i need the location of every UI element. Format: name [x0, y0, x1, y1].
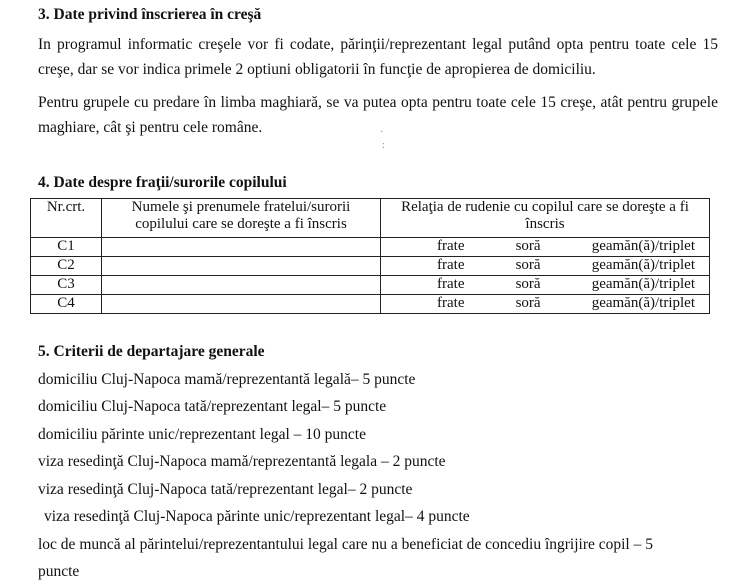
name-cell[interactable]: [102, 238, 381, 257]
relation-cell: [381, 238, 710, 257]
option-sora[interactable]: soră: [515, 295, 541, 311]
table-row: [31, 295, 710, 314]
column-header-nr: Nr.crt.: [31, 199, 102, 238]
criterion-line-continuation: puncte: [38, 563, 80, 580]
table-row: [31, 238, 710, 257]
option-sora[interactable]: soră: [515, 257, 541, 273]
criterion-line: viza resedinţă Cluj-Napoca părinte unic/reprezentant legal– 4 puncte: [44, 508, 470, 525]
section-3-paragraph-2: Pentru grupele cu predare în limba maghiară, se va putea opta pentru toate cele 15 creşe, atât pentru grupele maghiare, cât şi pentru cele române.: [38, 94, 718, 136]
option-geaman[interactable]: geamăn(ă)/triplet: [591, 276, 695, 292]
relation-cell: [381, 276, 710, 295]
table-header-row: [31, 199, 710, 238]
option-frate[interactable]: frate: [437, 295, 465, 311]
row-nr: C4: [31, 295, 102, 314]
criterion-line: domiciliu Cluj-Napoca mamă/reprezentantă legală– 5 puncte: [38, 371, 416, 388]
column-header-name: Numele şi prenumele fratelui/surorii copilului care se doreşte a fi înscris: [102, 199, 381, 238]
row-nr: C1: [31, 238, 102, 257]
option-geaman[interactable]: geamăn(ă)/triplet: [591, 238, 695, 254]
column-header-relation: Relaţia de rudenie cu copilul care se doreşte a fi înscris: [381, 199, 710, 238]
option-sora[interactable]: soră: [515, 276, 541, 292]
name-cell[interactable]: [102, 295, 381, 314]
table-row: [31, 276, 710, 295]
option-geaman[interactable]: geamăn(ă)/triplet: [591, 257, 695, 273]
option-sora[interactable]: soră: [515, 238, 541, 254]
criterion-line: viza resedinţă Cluj-Napoca tată/reprezentant legal– 2 puncte: [38, 481, 413, 498]
table-row: [31, 257, 710, 276]
section-3-paragraph-1: In programul informatic creşele vor fi codate, părinţii/reprezentant legal putând opta pentru toate cele 15 creşe, dar se vor indica primele 2 optiuni obligatorii în funcţie de apropierea de domiciliu.: [38, 36, 718, 78]
criterion-line: loc de muncă al părintelui/reprezentantului legal care nu a beneficiat de concediu îngrijire copil – 5: [38, 536, 653, 553]
scan-speck: :: [382, 140, 385, 151]
name-cell[interactable]: [102, 257, 381, 276]
option-frate[interactable]: frate: [437, 238, 465, 254]
row-nr: C2: [31, 257, 102, 276]
section-4-heading: 4. Date despre fraţii/surorile copilului: [38, 174, 287, 191]
criterion-line: viza resedinţă Cluj-Napoca mamă/reprezentantă legala – 2 puncte: [38, 453, 446, 470]
section-3-heading: 3. Date privind înscrierea în creşă: [38, 6, 262, 23]
option-frate[interactable]: frate: [437, 257, 465, 273]
option-geaman[interactable]: geamăn(ă)/triplet: [591, 295, 695, 311]
row-nr: C3: [31, 276, 102, 295]
relation-cell: [381, 295, 710, 314]
criterion-line: domiciliu Cluj-Napoca tată/reprezentant legal– 5 puncte: [38, 398, 387, 415]
section-5-heading: 5. Criterii de departajare generale: [38, 343, 265, 360]
relation-cell: [381, 257, 710, 276]
siblings-table: [30, 198, 710, 314]
name-cell[interactable]: [102, 276, 381, 295]
criterion-line: domiciliu părinte unic/reprezentant legal – 10 puncte: [38, 426, 366, 443]
option-frate[interactable]: frate: [437, 276, 465, 292]
scan-speck: ·: [380, 127, 384, 138]
